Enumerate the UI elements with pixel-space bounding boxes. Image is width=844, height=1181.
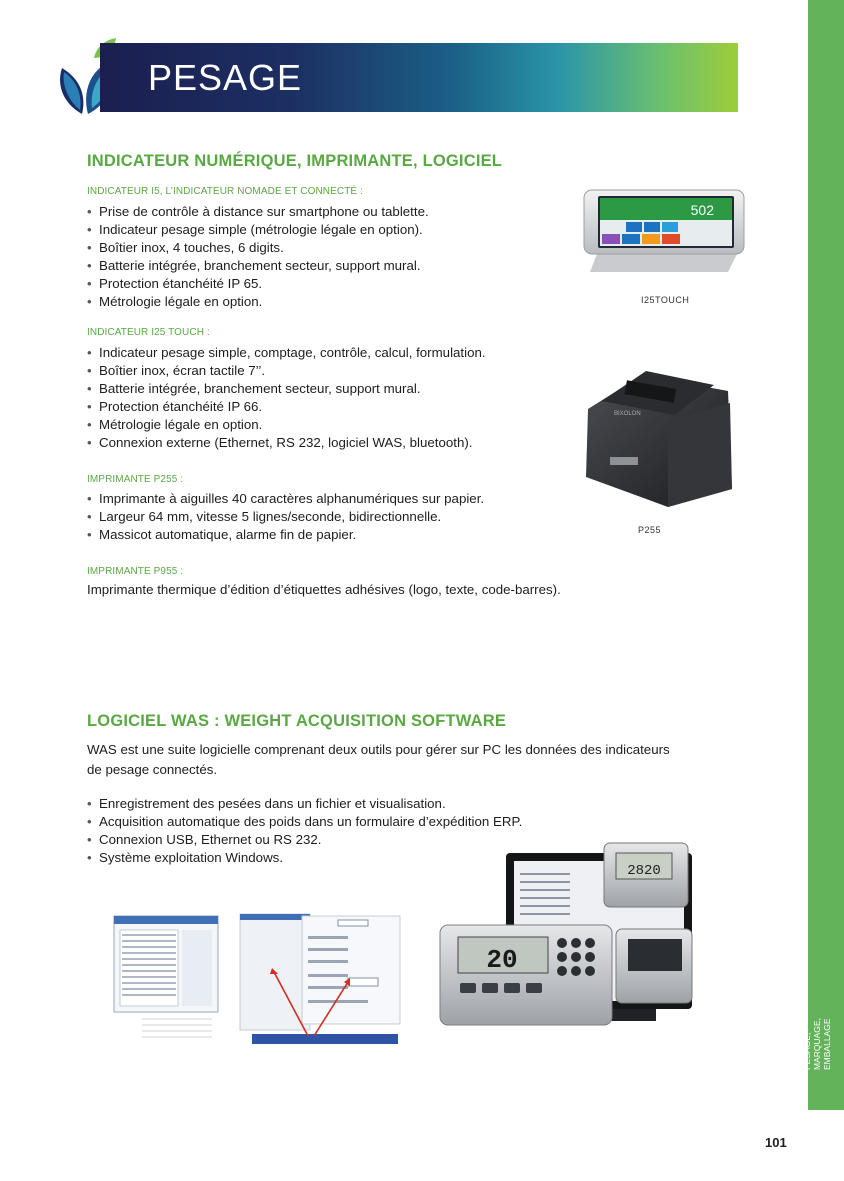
section-title-was: LOGICIEL WAS : WEIGHT ACQUISITION SOFTWARE (87, 712, 507, 730)
software-window-image (112, 914, 222, 1044)
list-item: • Protection étanchéité IP 65. (87, 275, 429, 293)
side-tab-corner (808, 1070, 844, 1112)
caption-printer: P255 (638, 525, 662, 535)
subtitle-i5: INDICATEUR I5, L’INDICATEUR NOMADE ET CONNECTÉ : (87, 186, 363, 197)
was-indicators-image (436, 833, 698, 1029)
top-display-value: 2820 (627, 863, 661, 879)
list-item: • Batterie intégrée, branchement secteur, support mural. (87, 257, 429, 275)
printer-p255-image (582, 357, 736, 509)
indicator-screen-value: 502 (690, 202, 714, 218)
list-item: • Métrologie légale en option. (87, 416, 486, 434)
intro-line: WAS est une suite logicielle comprenant deux outils pour gérer sur PC les données des indicateurs (87, 742, 670, 757)
subtitle-i25: INDICATEUR I25 TOUCH : (87, 327, 210, 338)
list-item: • Enregistrement des pesées dans un fichier et visualisation. (87, 795, 522, 813)
list-item: • Batterie intégrée, branchement secteur, support mural. (87, 380, 486, 398)
list-item: • Boîtier inox, 4 touches, 6 digits. (87, 239, 429, 257)
list-item: • Système exploitation Windows. (87, 849, 522, 867)
was-intro (87, 740, 670, 780)
list-item: • Boîtier inox, écran tactile 7’’. (87, 362, 486, 380)
erp-form-image (238, 912, 402, 1048)
page-title: PESAGE (148, 57, 303, 98)
header-banner (100, 43, 738, 112)
i5-features (87, 203, 429, 312)
list-item: • Métrologie légale en option. (87, 293, 429, 311)
list-item: • Protection étanchéité IP 66. (87, 398, 486, 416)
intro-line: de pesage connectés. (87, 762, 218, 777)
p255-features (87, 490, 484, 544)
list-item: • Imprimante à aiguilles 40 caractères alphanumériques sur papier. (87, 490, 484, 508)
p955-description: Imprimante thermique d’édition d’étiquettes adhésives (logo, texte, code-barres). (87, 582, 561, 597)
list-item: • Indicateur pesage simple, comptage, contrôle, calcul, formulation. (87, 344, 486, 362)
list-item: • Acquisition automatique des poids dans un formulaire d’expédition ERP. (87, 813, 522, 831)
list-item: • Connexion externe (Ethernet, RS 232, logiciel WAS, bluetooth). (87, 434, 486, 452)
list-item: • Indicateur pesage simple (métrologie légale en option). (87, 221, 429, 239)
caption-indicator: I25TOUCH (641, 295, 690, 305)
list-item: • Massicot automatique, alarme fin de papier. (87, 526, 484, 544)
i25-features (87, 344, 486, 453)
indicator-i25-image (578, 186, 750, 278)
svg-text:BIXOLON: BIXOLON (614, 411, 641, 417)
list-item: • Prise de contrôle à distance sur smartphone ou tablette. (87, 203, 429, 221)
list-item: • Connexion USB, Ethernet ou RS 232. (87, 831, 522, 849)
page-number: 101 (765, 1135, 787, 1150)
list-item: • Largeur 64 mm, vitesse 5 lignes/seconde, bidirectionnelle. (87, 508, 484, 526)
section-title: INDICATEUR NUMÉRIQUE, IMPRIMANTE, LOGICIEL (87, 152, 503, 170)
subtitle-p255: IMPRIMANTE P255 : (87, 474, 184, 485)
subtitle-p955: IMPRIMANTE P955 : (87, 566, 184, 577)
side-tab-label: PESAGE, MARQUAGE, EMBALLAGE (802, 1018, 832, 1070)
side-tab (808, 0, 844, 1110)
main-display-value: 20 (486, 945, 518, 975)
